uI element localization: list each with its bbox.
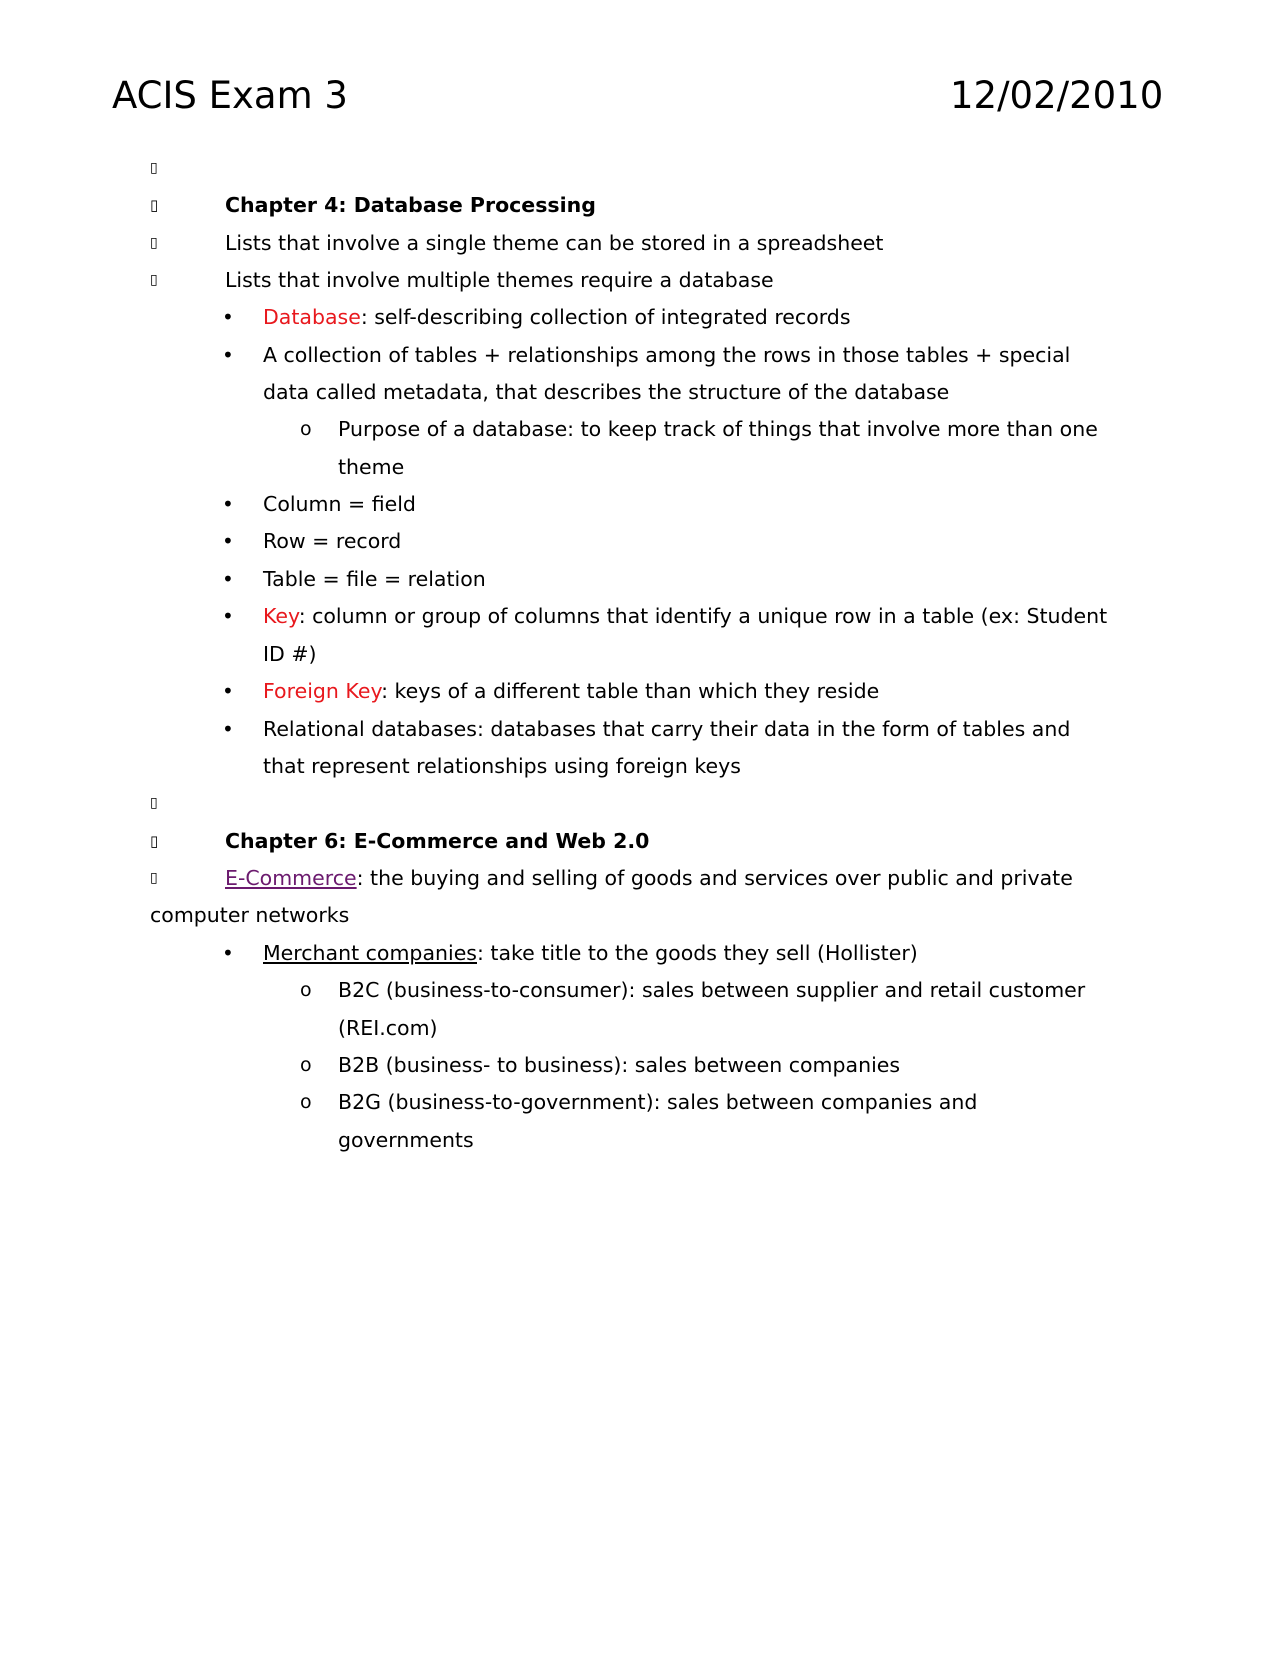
term-key: Key [263,604,299,628]
list-item: Lists that involve a single theme can be stored in a spreadsheet [225,231,884,255]
term-merchant-companies: Merchant companies [263,941,477,965]
bullet-icon: • [222,492,234,516]
missing-glyph-icon: ▯ [150,160,158,176]
list-item-continuation: theme [338,455,405,479]
missing-glyph-icon: ▯ [150,795,158,811]
missing-glyph-icon: ▯ [150,832,159,850]
sub-bullet-icon: o [300,979,312,1001]
document-title: ACIS Exam 3 [112,74,348,117]
list-item: B2B (business- to business): sales between companies [338,1053,901,1077]
definition-text: : the buying and selling of goods and services over public and private [356,866,1073,890]
bullet-icon: • [222,941,234,965]
key-definition [263,602,1107,630]
sub-bullet-icon: o [300,418,312,440]
bullet-icon: • [222,343,234,367]
bullet-icon: • [222,679,234,703]
missing-glyph-icon: ▯ [150,235,158,251]
list-item: Relational databases: databases that carry their data in the form of tables and [263,717,1071,741]
term-foreign-key: Foreign Key [263,679,382,703]
list-item: B2G (business-to-government): sales between companies and [338,1090,978,1114]
list-item: Row = record [263,529,402,553]
foreign-key-definition [263,677,879,705]
list-item-continuation: (REI.com) [338,1016,438,1040]
document-date: 12/02/2010 [950,74,1164,117]
list-item-continuation: data called metadata, that describes the structure of the database [263,380,950,404]
definition-text: : keys of a different table than which they reside [381,679,880,703]
bullet-icon: • [222,717,234,741]
chapter6-heading: Chapter 6: E-Commerce and Web 2.0 [225,829,650,853]
bullet-icon: • [222,604,234,628]
sub-bullet-icon: o [300,1054,312,1076]
bullet-icon: • [222,567,234,591]
database-definition [263,303,851,331]
list-item-continuation: governments [338,1128,474,1152]
term-database: Database [263,305,361,329]
list-item-continuation: that represent relationships using foreign keys [263,754,741,778]
merchant-definition [263,939,918,967]
chapter4-heading: Chapter 4: Database Processing [225,193,596,217]
ecommerce-definition [225,864,1073,892]
definition-text: : take title to the goods they sell (Hollister) [477,941,918,965]
missing-glyph-icon: ▯ [150,196,159,214]
list-item: Lists that involve multiple themes require a database [225,268,774,292]
bullet-icon: • [222,529,234,553]
list-item: Table = file = relation [263,567,486,591]
list-item: A collection of tables + relationships among the rows in those tables + special [263,343,1071,367]
definition-text: : self-describing collection of integrated records [360,305,851,329]
list-item: B2C (business-to-consumer): sales between supplier and retail customer [338,978,1086,1002]
list-item-continuation: ID #) [263,642,317,666]
ecommerce-link[interactable]: E-Commerce [225,866,357,890]
list-item-continuation: computer networks [150,903,350,927]
missing-glyph-icon: ▯ [150,272,158,288]
bullet-icon: • [222,305,234,329]
definition-text: : column or group of columns that identify a unique row in a table (ex: Student [298,604,1108,628]
sub-bullet-icon: o [300,1091,312,1113]
missing-glyph-icon: ▯ [150,870,158,886]
list-item: Purpose of a database: to keep track of things that involve more than one [338,417,1098,441]
list-item: Column = field [263,492,416,516]
